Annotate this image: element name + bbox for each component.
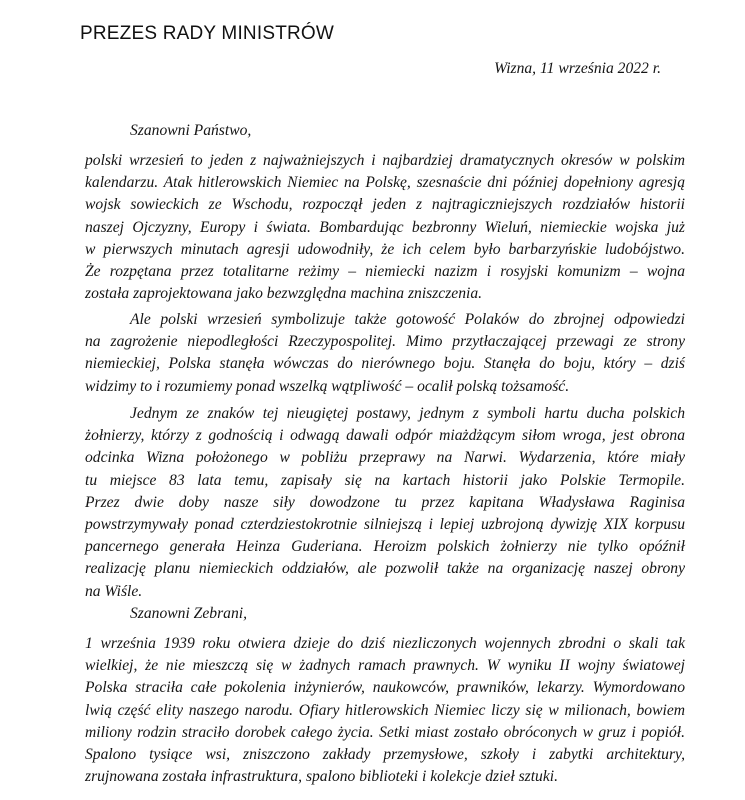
paragraph-line: pancernego generała Heinza Guderiana. Heroizm polskich żołnierzy nie tylko opóźnił (85, 538, 685, 556)
greeting-second: Szanowni Zebrani, (130, 605, 247, 622)
paragraph-line: na zagrożenie niepodległości Rzeczypospolitej. Mimo przytłaczającej przewagi ze strony (85, 333, 685, 351)
paragraph-line: wojsk sowieckich ze Wschodu, rozpoczął jeden z najtragiczniejszych rozdziałów historii (85, 196, 685, 214)
paragraph-line: realizację planu niemieckich oddziałów, ale pozwolił także na organizację naszej obrony (85, 560, 685, 578)
letter-date: Wizna, 11 września 2022 r. (494, 60, 661, 77)
paragraph-line: Jednym ze znaków tej nieugiętej postawy, jednym z symboli hartu ducha polskich (130, 405, 685, 422)
letterhead-title: PREZES RADY MINISTRÓW (80, 23, 335, 44)
paragraph-line: w pierwszych minutach agresji udowodniły, że ich celem było barbarzyńskie ludobójstwo. (85, 240, 685, 258)
paragraph-line: zrujnowana została infrastruktura, spalono biblioteki i kolekcje dzieł sztuki. (85, 768, 558, 786)
paragraph-line: Ale polski wrzesień symbolizuje także gotowość Polaków do zbrojnej odpowiedzi (130, 311, 685, 328)
paragraph-line: Przez dwie doby nasze siły dowodzone tu przez kapitana Władysława Raginisa (85, 493, 685, 511)
paragraph-line: miliony rodzin straciło dorobek całego życia. Setki miast zostało obróconych w gruz i popiół. (85, 723, 685, 741)
paragraph-line: 1 września 1939 roku otwiera dzieje do dziś niezliczonych wojennych zbrodni o skali tak (85, 635, 685, 652)
paragraph-line: polski wrzesień to jeden z najważniejszych i najbardziej dramatycznych okresów w polskim (85, 152, 685, 169)
paragraph-line: odcinka Wizna położonego w pobliżu przeprawy na Narwi. Wydarzenia, które miały (85, 449, 685, 467)
paragraph-line: lwią część elity naszego narodu. Ofiary hitlerowskich Niemiec liczy się w milionach, bowiem (85, 701, 685, 719)
paragraph-line: wielkiej, że nie mieszczą się w żadnych ramach prawnych. W wyniku II wojny światowej (85, 657, 685, 675)
paragraph-line: na Wiśle. (85, 582, 143, 600)
paragraph-1 (85, 150, 685, 305)
paragraph-2 (85, 309, 685, 398)
greeting-first: Szanowni Państwo, (130, 122, 252, 139)
paragraph-3 (85, 403, 685, 603)
paragraph-line: została zaprojektowana jako bezwzględna machina zniszczenia. (85, 285, 483, 303)
paragraph-4 (85, 633, 685, 788)
paragraph-line: tu miejsce 83 lata temu, zapisały się na kartach historii jako Polskie Termopile. (85, 471, 685, 489)
paragraph-line: kalendarzu. Atak hitlerowskich Niemiec na Polskę, szesnaście dni później dopełniony agresją (85, 174, 685, 192)
paragraph-line: widzimy to i rozumiemy ponad wszelką wątpliwość – ocalił polską tożsamość. (85, 377, 570, 395)
paragraph-line: Że rozpętana przez totalitarne reżimy – niemiecki nazizm i rosyjski komunizm – wojna (85, 262, 685, 280)
paragraph-line: Spalono tysiące wsi, zniszczono zakłady przemysłowe, szkoły i zabytki architektury, (85, 745, 685, 763)
paragraph-line: Polska straciła całe pokolenia inżynierów, naukowców, prawników, lekarzy. Wymordowano (85, 679, 685, 697)
paragraph-line: żołnierzy, którzy z godnością i odwagą dawali odpór miażdżącym siłom wroga, jest obrona (85, 427, 685, 445)
paragraph-line: powstrzymywały ponad czterdziestokrotnie silniejszą i lepiej uzbrojoną dywizję XIX korpusu (85, 515, 685, 533)
paragraph-line: naszej Ojczyzny, Europy i świata. Bombardując bezbronny Wieluń, niemieckie wojska już (85, 218, 685, 236)
paragraph-line: niemieckiej, Polska stanęła wówczas do nierównego boju. Stanęła do boju, który – dziś (85, 355, 685, 373)
